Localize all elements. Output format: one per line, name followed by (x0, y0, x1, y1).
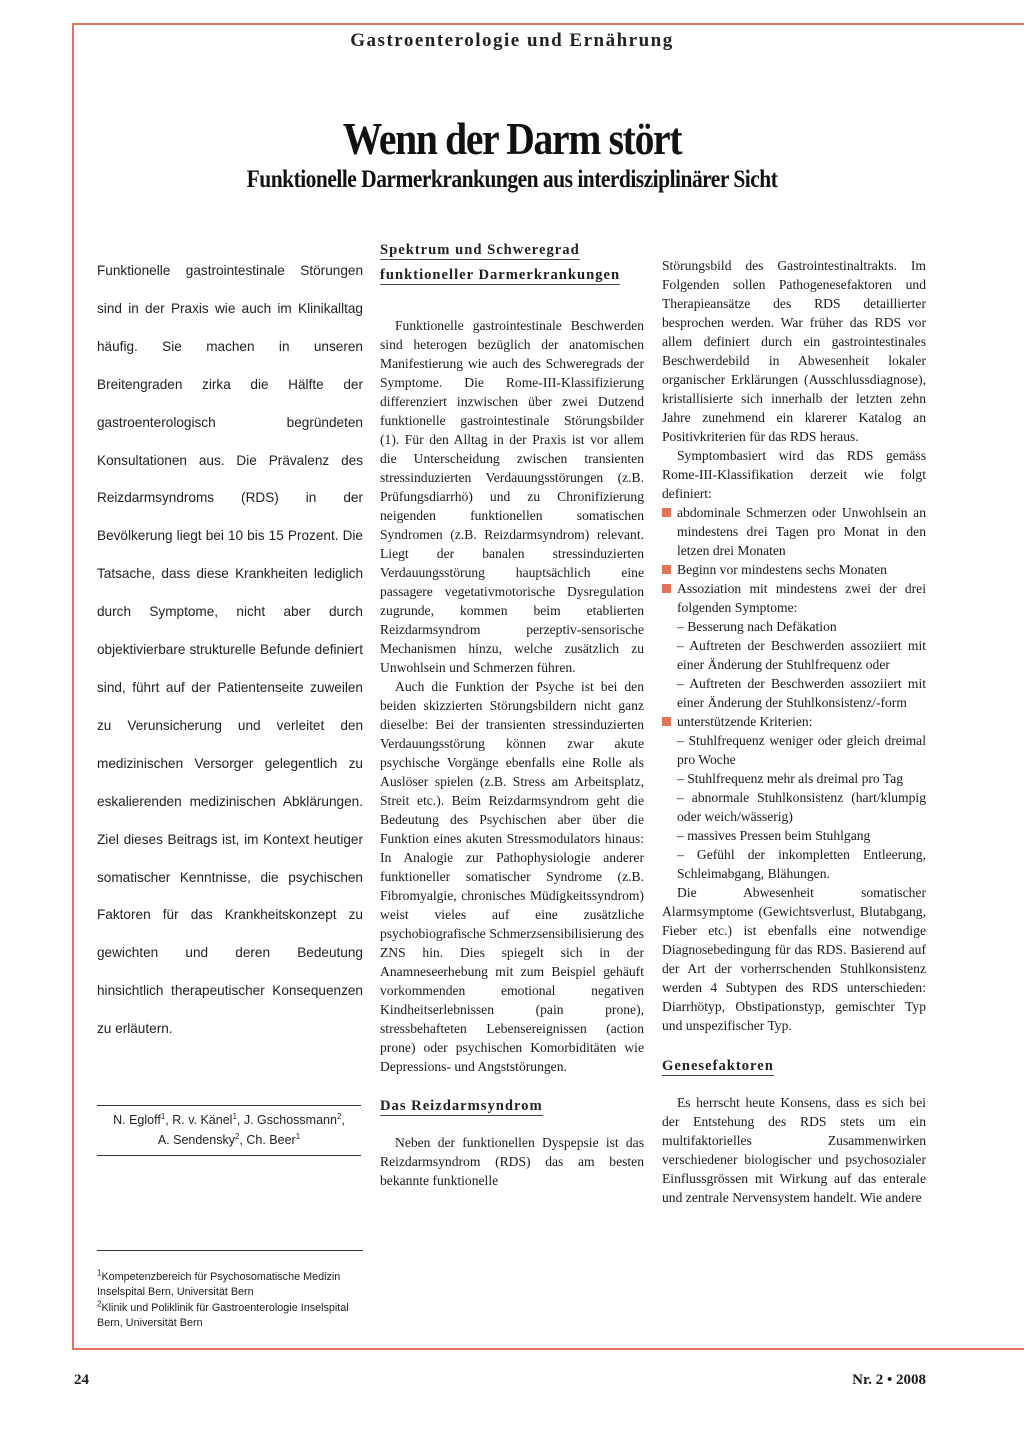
criteria-subitem: – Auftreten der Beschwerden assoziiert mit einer Änderung der Stuhlkonsistenz/-form (677, 676, 926, 710)
criteria-item (662, 503, 926, 560)
text-column-3 (662, 256, 926, 1207)
author-name: , R. v. Känel (165, 1113, 233, 1127)
section-heading (380, 1094, 644, 1119)
author-name: A. Sendensky (157, 1133, 235, 1147)
author-list (97, 1105, 361, 1156)
issue-label: Nr. 2 • 2008 (852, 1372, 926, 1388)
footnote-mark: 2 (97, 1299, 102, 1309)
affiliation-mark: 2 (234, 1131, 240, 1141)
frame-rule-bottom (72, 1348, 1024, 1350)
article-subtitle: Funktionelle Darmerkrankungen aus interdisziplinärer Sicht (246, 166, 778, 193)
criteria-item (662, 579, 926, 617)
criteria-text: Beginn vor mindestens sechs Monaten (677, 562, 887, 577)
criteria-text: unterstützende Kriterien: (677, 714, 813, 729)
bullet-square-icon (662, 717, 671, 726)
footnote-rule (97, 1250, 363, 1251)
body-paragraph: Die Abwesenheit somatischer Alarmsymptome (Gewichtsverlust, Blutabgang, Fieber etc.) ist ebenfalls eine notwendige Diagnosebedingung für das RDS. Basierend auf der Art der vorherrschenden Stuhlkonsistenz werden 4 Subtypen des RDS unterschieden: Diarrhötyp, Obstipationstyp, gemischter Typ und unspezifischer Typ. (662, 885, 926, 1033)
abstract: Funktionelle gastrointestinale Störungen sind in der Praxis wie auch im Klinikalltag häufig. Sie machen in unseren Breitengraden zirka die Hälfte der gastroenterologisch begründeten Konsultationen aus. Die Prävalenz des Reizdarmsyndroms (RDS) in der Bevölkerung liegt bei 10 bis 15 Prozent. Die Tatsache, dass diese Krankheiten lediglich durch Symptome, nicht aber durch objektivierbare strukturelle Befunde definiert sind, führt auf der Patientenseite zuweilen zu Verunsicherung und verleitet den medizinischen Versorger gelegentlich zu eskalierenden medizinischen Abklärungen. Ziel dieses Beitrags ist, im Kontext heutiger somatischer Kenntnisse, die psychischen Faktoren für das Krankheitskonzept zu gewichten und deren Bedeutung hinsichtlich therapeutischer Konsequenzen zu erläutern. (97, 263, 363, 1037)
affiliation-mark: 1 (160, 1111, 166, 1121)
criteria-subitem: – Stuhlfrequenz mehr als dreimal pro Tag (677, 771, 904, 786)
author-name: , Ch. Beer (239, 1133, 296, 1147)
affiliation-mark: 1 (295, 1131, 301, 1141)
section-header: Gastroenterologie und Ernährung (350, 30, 674, 51)
criteria-subitem: – Auftreten der Beschwerden assoziiert mit einer Änderung der Stuhlfrequenz oder (677, 638, 926, 672)
criteria-subitem: – massives Pressen beim Stuhlgang (677, 828, 871, 843)
criteria-item (662, 712, 926, 731)
footnote-text: Kompetenzbereich für Psychosomatische Medizin Inselspital Bern, Universität Bern (97, 1271, 341, 1299)
author-line-2 (97, 1130, 361, 1150)
spacer (380, 1076, 644, 1094)
body-paragraph: Störungsbild des Gastrointestinaltrakts. Im Folgenden sollen Pathogenesefaktoren und Therapieansätze des RDS detaillierter besprochen werden. War früher das RDS vor allem definiert durch ein gastrointestinales Beschwerdebild in Abwesenheit lokaler organischer Erklärungen (Ausschlussdiagnose), kristallisierte sich innerhalb der letzten zehn Jahre zunehmend ein klarerer Katalog an Positivkriterien für das RDS heraus. (662, 258, 926, 444)
criteria-text: Assoziation mit mindestens zwei der drei folgenden Symptome: (677, 581, 926, 615)
section-heading (662, 1054, 926, 1079)
section-heading-text: Spektrum und Schweregrad funktioneller Darmerkrankungen (380, 242, 621, 283)
body-paragraph: Auch die Funktion der Psyche ist bei den beiden skizzierten Störungsbildern nicht ganz dieselbe: Bei der transienten stressinduzierten Verdauungsstörung können zwar akute psychische Vorgänge ebenfalls eine Rolle als Auslöser spielen (z.B. Stress am Arbeitsplatz, Streit etc.). Beim Reizdarmsyndrom geht die Bedeutung des Psychischen aber über die Funktion eines akuten Stressmodulators hinaus: In Analogie zur Pathophysiologie anderer funktioneller somatischer Syndrome (z.B. Fibromyalgie, chronisches Müdigkeitssyndrom) weist vieles auf eine zusätzliche psychobiografische Schmerzsensibilisierung des ZNS hin. Dies spiegelt sich in der Anamneseerhebung mit zum Beispiel gehäuft vorkommenden emotional negativen Kindheitserlebnissen (pain prone), stressbehafteten Lebensereignissen (action prone) oder psychischen Komorbiditäten wie Depressions- und Angststörungen. (380, 679, 644, 1074)
criteria-subitem: – abnormale Stuhlkonsistenz (hart/klumpig oder weich/wässerig) (677, 790, 926, 824)
bullet-square-icon (662, 584, 671, 593)
criteria-item (662, 560, 926, 579)
author-name: , J. Gschossmann (236, 1113, 337, 1127)
spacer (380, 1119, 644, 1133)
body-paragraph: Neben der funktionellen Dyspepsie ist das Reizdarmsyndrom (RDS) das am besten bekannte funktionelle (380, 1134, 644, 1188)
spacer (662, 1079, 926, 1093)
bullet-square-icon (662, 565, 671, 574)
section-heading-text: Das Reizdarmsyndrom (380, 1098, 543, 1114)
author-line-1: N. Egloff$^1$, R. v. Känel$^1$, J. Gschossmann$^2$, (113, 1111, 345, 1127)
bullet-square-icon (662, 508, 671, 517)
text-column-2 (380, 238, 644, 1190)
frame-rule-left (72, 23, 74, 1350)
body-paragraph: Symptombasiert wird das RDS gemäss Rome-III-Klassifikation derzeit wie folgt definiert: (662, 448, 926, 501)
affiliation-mark: 2 (336, 1111, 342, 1121)
criteria-subitem: – Stuhlfrequenz weniger oder gleich dreimal pro Woche (677, 733, 926, 767)
spacer (662, 1035, 926, 1054)
footnote-2 (97, 1301, 367, 1332)
affiliation-mark: 1 (232, 1111, 237, 1121)
criteria-subitem: – Besserung nach Defäkation (677, 619, 837, 634)
section-heading-text: Genesefaktoren (662, 1058, 774, 1074)
body-paragraph: Es herrscht heute Konsens, dass es sich bei der Entstehung des RDS stets um ein multifaktorielles Zusammenwirken verschiedener biologischer und psychosozialer Einflussgrössen mit Wirkung auf das enterale und zentrale Nervensystem handelt. Wie andere (662, 1094, 926, 1205)
footnote-1 (97, 1270, 367, 1301)
criteria-subitem: – Gefühl der inkompletten Entleerung, Schleimabgang, Blähungen. (677, 847, 926, 881)
frame-rule-top (72, 23, 1024, 25)
author-name: N. Egloff (113, 1113, 161, 1127)
section-heading (380, 238, 644, 287)
footnote-mark: 1 (97, 1268, 102, 1278)
footnote-text: Klinik und Poliklinik für Gastroenterologie Inselspital Bern, Universität Bern (97, 1301, 349, 1330)
body-paragraph: Funktionelle gastrointestinale Beschwerden sind heterogen bezüglich der anatomischen Manifestierung wie auch des Schweregrads der Symptome. Die Rome-III-Klassifizierung differenziert inzwischen über zwei Dutzend funktionelle gastrointestinale Störungsbilder (1). Für den Alltag in der Praxis ist vor allem die Unterscheidung zwischen transienten stressinduzierten Verdauungsstörungen (z.B. Prüfungsdiarrhö) und zu Chronifizierung neigenden funktionellen somatischen Syndromen (z.B. Reizdarmsyndrom) relevant. Liegt der banalen stressinduzierten Verdauungsstörung hauptsächlich eine passagere vegetativmotorische Dysregulation zugrunde, kommen beim etablierten Reizdarmsyndrom perzeptiv-sensorische Mechanismen hinzu, welche zusätzlich zu Unwohlsein und Schmerzen führen. (380, 318, 644, 675)
spacer (380, 287, 644, 316)
page-number: 24 (74, 1372, 89, 1388)
article-title: Wenn der Darm stört (342, 113, 682, 164)
criteria-text: abdominale Schmerzen oder Unwohlsein an mindestens drei Tagen pro Monat in den letzen drei Monaten (677, 505, 926, 558)
footnotes (97, 1270, 367, 1332)
